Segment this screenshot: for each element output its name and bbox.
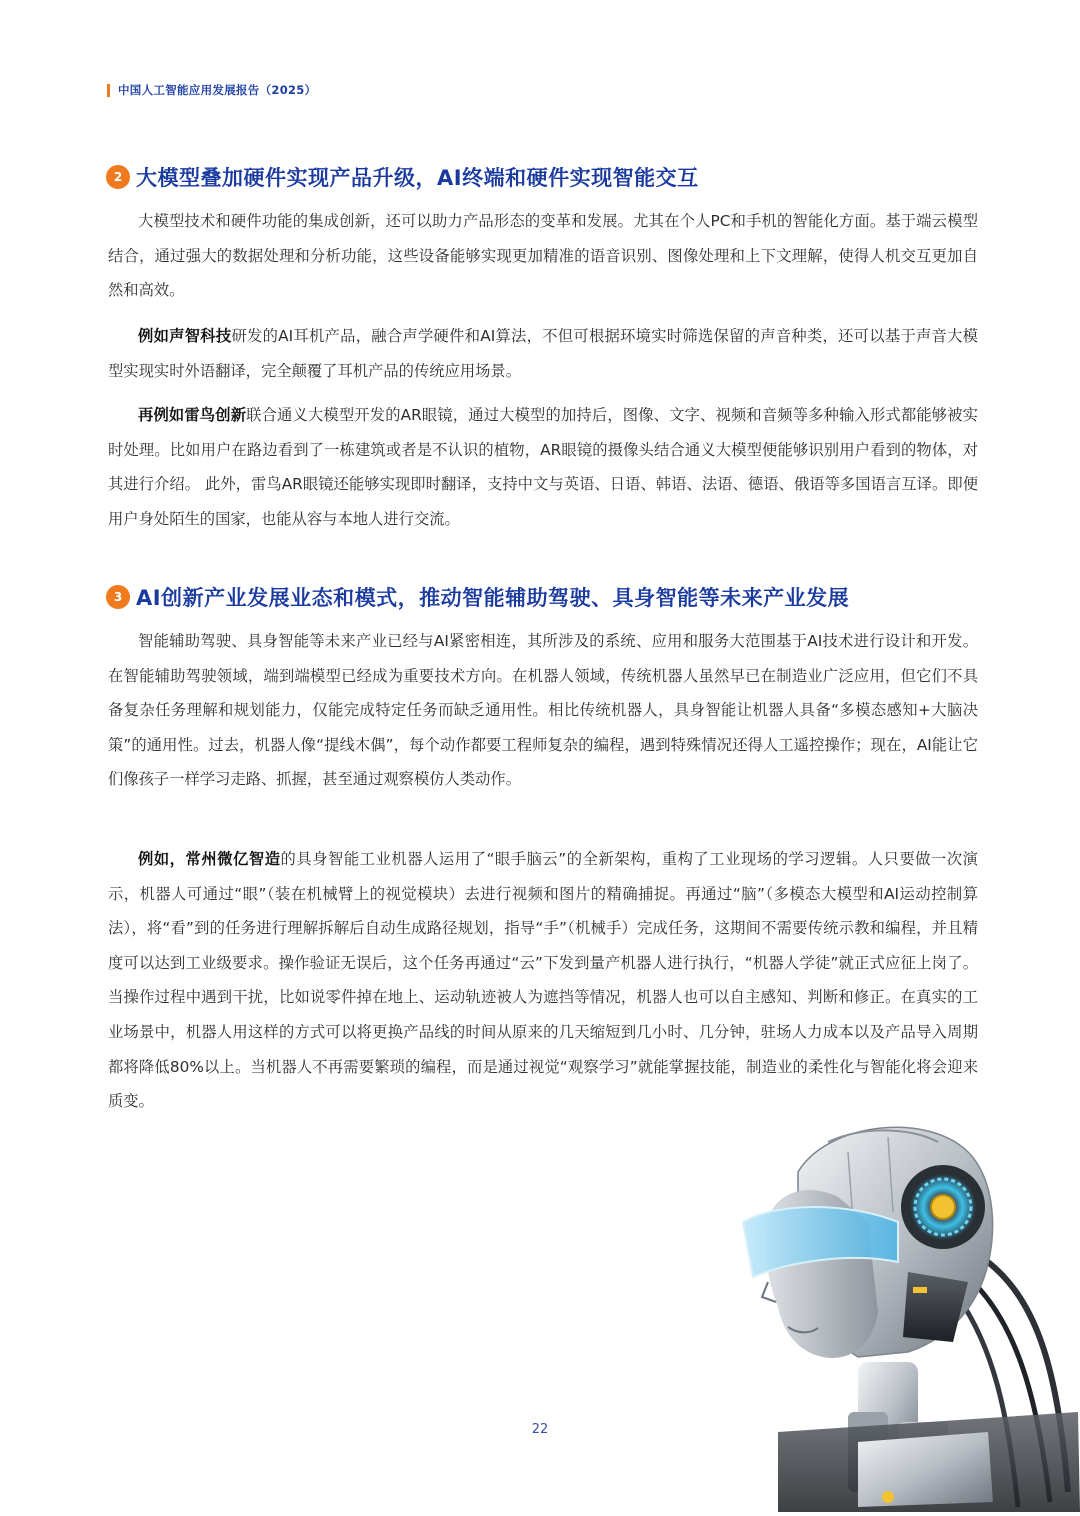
report-title: 中国人工智能应用发展报告（2025） [118,83,317,97]
section-2-heading [106,162,699,192]
section-heading-text: 大模型叠加硬件实现产品升级，AI终端和硬件实现智能交互 [136,166,699,190]
company-name: 例如，常州微亿智造 [138,850,281,868]
report-header [107,82,316,98]
paragraph: 大模型技术和硬件功能的集成创新，还可以助力产品形态的变革和发展。尤其在个人PC和手机的智能化方面。基于端云模型结合，通过强大的数据处理和分析功能，这些设备能够实现更加精准的语音识别、图像处理和上下文理解，使得人机交互更加自然和高效。 [108,212,978,300]
section-number-badge: 2 [106,165,130,189]
section-number-badge: 3 [106,585,130,609]
robot-illustration [738,1112,1080,1512]
section-heading-text: AI创新产业发展业态和模式，推动智能辅助驾驶、具身智能等未来产业发展 [136,586,850,610]
paragraph: 智能辅助驾驶、具身智能等未来产业已经与AI紧密相连，其所涉及的系统、应用和服务大范围基于AI技术进行设计和开发。在智能辅助驾驶领域，端到端模型已经成为重要技术方向。在机器人领域，传统机器人虽然早已在制造业广泛应用，但它们不具备复杂任务理解和规划能力，仅能完成特定任务而缺乏通用性。相比传统机器人，具身智能让机器人具备“多模态感知+大脑决策”的通用性。过去，机器人像“提线木偶”，每个动作都要工程师复杂的编程，遇到特殊情况还得人工遥控操作；现在，AI能让它们像孩子一样学习走路、抓握，甚至通过观察模仿人类动作。 [108,632,978,789]
paragraph: 例如，常州微亿智造的具身智能工业机器人运用了“眼手脑云”的全新架构，重构了工业现场的学习逻辑。人只要做一次演示，机器人可通过“眼”（装在机械臂上的视觉模块）去进行视频和图片的精确捕捉。再通过“脑”（多模态大模型和AI运动控制算法），将“看”到的任务进行理解拆解后自动生成路径规划，指导“手”（机械手）完成任务，这期间不需要传统示教和编程，并且精度可以达到工业级要求。操作验证无误后，这个任务再通过“云”下发到量产机器人进行执行，“机器人学徒”就正式应征上岗了。当操作过程中遇到干扰，比如说零件掉在地上、运动轨迹被人为遮挡等情况，机器人也可以自主感知、判断和修正。在真实的工业场景中，机器人用这样的方式可以将更换产品线的时间从原来的几天缩短到几小时、几分钟，驻场人力成本以及产品导入周期都将降低80%以上。当机器人不再需要繁琐的编程，而是通过视觉“观察学习”就能掌握技能，制造业的柔性化与智能化将会迎来质变。 [108,850,978,1111]
company-name: 再例如雷鸟创新 [138,406,247,424]
paragraph: 例如声智科技研发的AI耳机产品，融合声学硬件和AI算法，不但可根据环境实时筛选保留的声音种类，还可以基于声音大模型实现实时外语翻译，完全颠覆了耳机产品的传统应用场景。 [108,327,978,380]
robot-head-illustration [738,1112,1080,1512]
section-3-heading [106,582,849,612]
header-accent-bar [107,84,110,97]
paragraph: 再例如雷鸟创新联合通义大模型开发的AR眼镜，通过大模型的加持后，图像、文字、视频和音频等多种输入形式都能够被实时处理。比如用户在路边看到了一栋建筑或者是不认识的植物，AR眼镜的摄像头结合通义大模型便能够识别用户看到的物体，对其进行介绍。 此外，雷鸟AR眼镜还能够实现即时翻译，支持中文与英语、日语、韩语、法语、德语、俄语等多国语言互译。即便用户身处陌生的国家，也能从容与本地人进行交流。 [108,406,978,528]
company-name: 例如声智科技 [138,327,232,345]
page-number: 22 [531,1422,549,1437]
